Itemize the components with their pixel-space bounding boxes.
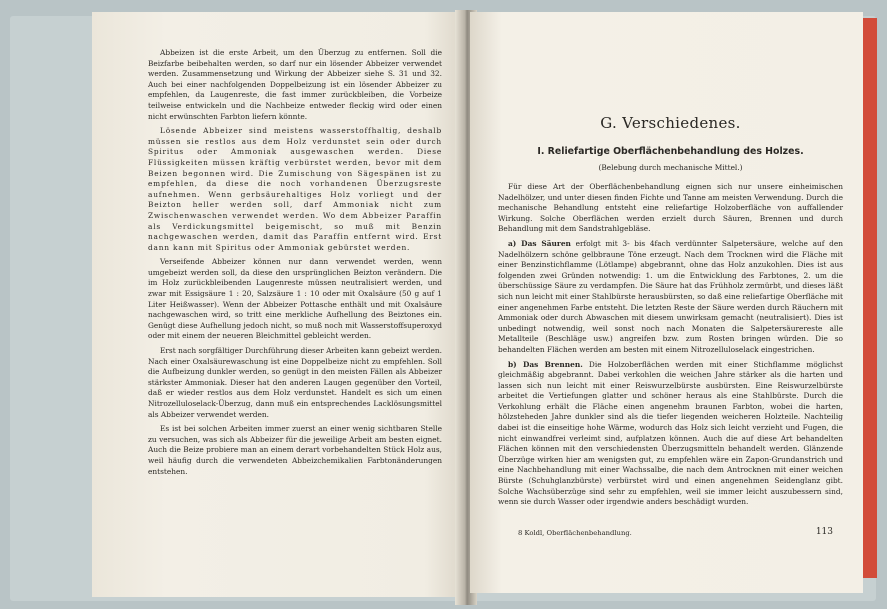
paragraph-a-text: erfolgt mit 3- bis 4fach verdünnter Salpetersäure, welche auf den Nadelhölzern schöne gelbbraune Töne erzeugt. Nach dem Trocknen wird die Fläche mit einer Benzinstichflamme (Lötlampe) abgebrannt, ohne das Holz anzukohlen. Dies ist aus folgenden zwei Gründen notwendig: 1. um die Entwicklung des Farbtones, 2. um die überschüssige Säure zu verdampfen. Die Säure hat das Frühholz zermürbt, und dieses läßt sich nun leicht mit einer Stahlbürste herausbürsten, so daß eine reliefartige Oberfläche mit einer angenehmen Farbe entsteht. Die letzten Reste der Säure werden durch Räuchern mit Ammoniak oder durch Abwaschen mit diesem unwirksam gemacht (neutralisiert). Dies ist unbedingt notwendig, weil sonst noch nach Monaten die Salpetersäurereste alle Metallteile (Beschläge usw.) angreifen bzw. zum Rosten bringen würden. Die so behandelten Flächen werden am besten mit einem Nitrozelluloselack eingestrichen. — [498, 238, 843, 354]
paragraph-a-label: a) Das Säuren — [508, 238, 571, 248]
left-paragraph-2: Lösende Abbeizer sind meistens wasserstoffhaltig, deshalb müssen sie restlos aus dem Holz verdunstet sein oder durch Spiritus oder Ammoniak ausgewaschen werden. Diese Flüssigkeiten müssen kräftig verbürstet werden, bevor mit dem Beizen begonnen wird. Die Zumischung von Sägespänen ist zu empfehlen, da diese die noch vorhandenen Überzugsreste aufnehmen. Wenn gerbsäurehaltiges Holz vorliegt und der Beizton heller werden soll, darf Ammoniak nicht zum Zwischenwaschen verwendet werden. Wo dem Abbeizer Paraffin als Verdickungsmittel beigemischt, so muß mit Benzin nachgewaschen werden, damit das Paraffin entfernt wird. Erst dann kann mit Spiritus oder Ammoniak gebürstet werden. — [148, 126, 442, 252]
left-paragraph-3: Verseifende Abbeizer können nur dann verwendet werden, wenn umgebeizt werden soll, da diese den ursprünglichen Beizton verändern. Die im Holz zurückbleibenden Laugenreste müssen neutralisiert werden, und zwar mit Essigsäure 1 : 20, Salzsäure 1 : 10 oder mit Oxalsäure (50 g auf 1 Liter Heißwasser). Wenn der Abbeizer Pottasche enthält und mit Oxalsäure nachgewaschen wird, so tritt eine merkliche Aufhellung des Beiztones ein. Genügt diese Aufhellung jedoch nicht, so muß noch mit Wasserstoffsuperoxyd oder mit einem der neueren Bleichmittel gebleicht werden. — [148, 257, 442, 341]
paragraph-b-text: Die Holzoberflächen werden mit einer Stichflamme möglichst gleichmäßig abgebrannt. Dabei verkohlen die weichen Jahre stärker als die harten und lassen sich nun leicht mit einer Reiswurzelbürste ausbürsten. Eine Reiswurzelbürste arbeitet die Vertiefungen glatter und schöner heraus als eine Stahlbürste. Durch die Verkohlung erhält die Fläche einen angenehm braunen Farbton, wobei die harten, hölzsteheden Jahre dunkler sind als die tiefer liegenden weicheren Holzteile. Nachteilig dabei ist die einseitige hohe Wärme, wodurch das Holz sich leicht verzieht und Fugen, die nicht einwandfrei verleimt sind, aufplatzen können. Auch die auf diese Art behandelten Flächen können mit den verschiedensten Überzugsmitteln behandelt werden. Glänzende Überzüge wirken hier am wenigsten gut, zu empfehlen wäre ein Zapon-Grundanstrich und eine Nachbehandlung mit einer Wachssalbe, die nach dem Antrocknen mit einer weichen Bürste (Schuhglanzbürste) verbürstet wird und einen angenehmen Seidenglanz gibt. Solche Wachsüberzüge sind sehr zu empfehlen, weil sie immer leicht auszubessern sind, wenn sie durch Wasser oder irgendwie anders beschädigt wurden. — [498, 359, 843, 507]
left-paragraph-5: Es ist bei solchen Arbeiten immer zuerst an einer wenig sichtbaren Stelle zu versuchen, was sich als Abbeizer für die jeweilige Arbeit am besten eignet. Auch die Beize probiere man an einem derart vorbehandelten Stück Holz aus, weil häufig durch die verwendeten Abbeizchemikalien Farbtonänderungen entstehen. — [148, 424, 442, 476]
right-page — [470, 12, 863, 593]
paragraph-b — [498, 360, 843, 508]
cover-red-edge — [863, 18, 877, 578]
chapter-title: G. Verschiedenes. — [600, 114, 741, 132]
section-title: I. Reliefartige Oberflächenbehandlung des Holzes. — [537, 146, 804, 157]
section-subnote: (Belebung durch mechanische Mittel.) — [598, 163, 743, 172]
left-page — [92, 12, 462, 597]
page-footer — [518, 529, 833, 537]
paragraph-a — [498, 239, 843, 356]
page-number: 113 — [815, 527, 833, 537]
footer-signature: 8 Koldl, Oberflächenbehandlung. — [518, 529, 632, 537]
intro-paragraph: Für diese Art der Oberflächenbehandlung eignen sich nur unsere einheimischen Nadelhölzer, und unter diesen finden Fichte und Tanne am meisten Verwendung. Durch die mechanische Behandlung entsteht eine reliefartige Holzoberfläche von auffallender Wirkung. Solche Oberflächen werden erzielt durch Säuren, Brennen und durch Behandlung mit dem Sandstrahlgebläse. — [498, 182, 843, 234]
left-paragraph-4: Erst nach sorgfältiger Durchführung dieser Arbeiten kann gebeizt werden. Nach einer Oxalsäurewaschung ist eine Doppelbeize nicht zu empfehlen. Soll die Aufbeizung dunkler werden, so genügt in den meisten Fällen als Abbeizer stärkster Ammoniak. Dieser hat den anderen Laugen gegenüber den Vorteil, daß er wieder restlos aus dem Holz verdunstet. Handelt es sich um einen Nitrozelluloselack-Überzug, dann muß ein entsprechendes Lacklösungsmittel als Abbeizer verwendet werden. — [148, 346, 442, 419]
left-paragraph-1: Abbeizen ist die erste Arbeit, um den Überzug zu entfernen. Soll die Beizfarbe beibehalten werden, so darf nur ein lösender Abbeizer verwendet werden. Zusammensetzung und Wirkung der Abbeizer siehe S. 31 und 32. Auch bei einer nachfolgenden Doppelbeizung ist ein lösender Abbeizer zu empfehlen, da Laugenreste, die fast immer zurückbleiben, die Vorbeize teilweise entwickeln und die Nachbeize entweder fleckig wird oder einen nicht erwünschten Farbton liefern könnte. — [148, 48, 442, 121]
paragraph-b-label: b) Das Brennen. — [508, 359, 583, 369]
